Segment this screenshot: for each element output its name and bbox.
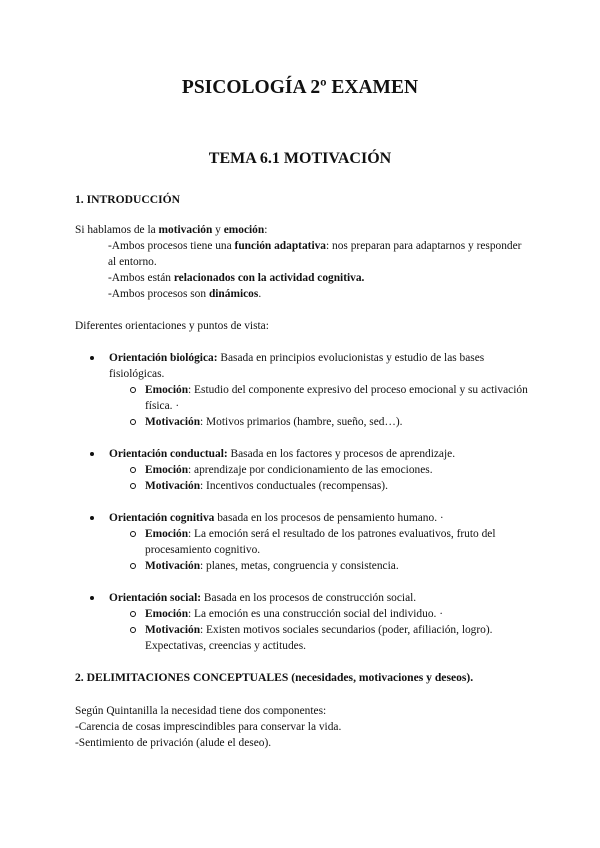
intro-point: -Ambos procesos son dinámicos. (108, 288, 262, 300)
sub-item-motivation: Motivación: Motivos primarios (hambre, sueño, sed…). (145, 414, 530, 430)
topic-title: TEMA 6.1 MOTIVACIÓN (208, 150, 392, 167)
orientation-item-behavioral: Orientación conductual: Basada en los factores y procesos de aprendizaje. (109, 446, 539, 462)
sub-item-emotion: Emoción: aprendizaje por condicionamiento de las emociones. (145, 462, 530, 478)
document-title: PSICOLOGÍA 2º EXAMEN (181, 77, 419, 98)
sub-item-emotion: Emoción: La emoción será el resultado de los patrones evaluativos, fruto del procesamiento cognitivo. (145, 526, 530, 558)
delimitations-line: -Carencia de cosas imprescindibles para conservar la vida. (75, 721, 342, 733)
delimitations-lead: Según Quintanilla la necesidad tiene dos componentes: (75, 705, 327, 717)
intro-point: -Ambos procesos tiene una función adaptativa: nos preparan para adaptarnos y responder al entorno. (108, 240, 522, 268)
sub-item-emotion: Emoción: La emoción es una construcción social del individuo. · (145, 606, 530, 622)
delimitations-line: -Sentimiento de privación (alude el deseo). (75, 737, 272, 749)
orientation-item-biological: Orientación biológica: Basada en principios evolucionistas y estudio de las bases fisiológicas. (109, 350, 539, 382)
sub-item-motivation: Motivación: Existen motivos sociales secundarios (poder, afiliación, logro). Expectativas, creencias y actitudes. (145, 622, 530, 654)
orientations-lead: Diferentes orientaciones y puntos de vista: (75, 320, 269, 332)
section-heading-introduction: 1. INTRODUCCIÓN (75, 193, 180, 206)
sub-item-emotion: Emoción: Estudio del componente expresivo del proceso emocional y su activación física. · (145, 382, 530, 414)
intro-lead: Si hablamos de la motivación y emoción: (75, 224, 268, 236)
sub-item-motivation: Motivación: Incentivos conductuales (recompensas). (145, 478, 530, 494)
sub-item-motivation: Motivación: planes, metas, congruencia y consistencia. (145, 558, 530, 574)
orientation-item-cognitive: Orientación cognitiva basada en los procesos de pensamiento humano. · (109, 510, 539, 526)
section-heading-delimitations: 2. DELIMITACIONES CONCEPTUALES (necesidades, motivaciones y deseos). (75, 671, 474, 684)
intro-point: -Ambos están relacionados con la actividad cognitiva. (108, 272, 365, 284)
orientation-item-social: Orientación social: Basada en los procesos de construcción social. (109, 590, 539, 606)
